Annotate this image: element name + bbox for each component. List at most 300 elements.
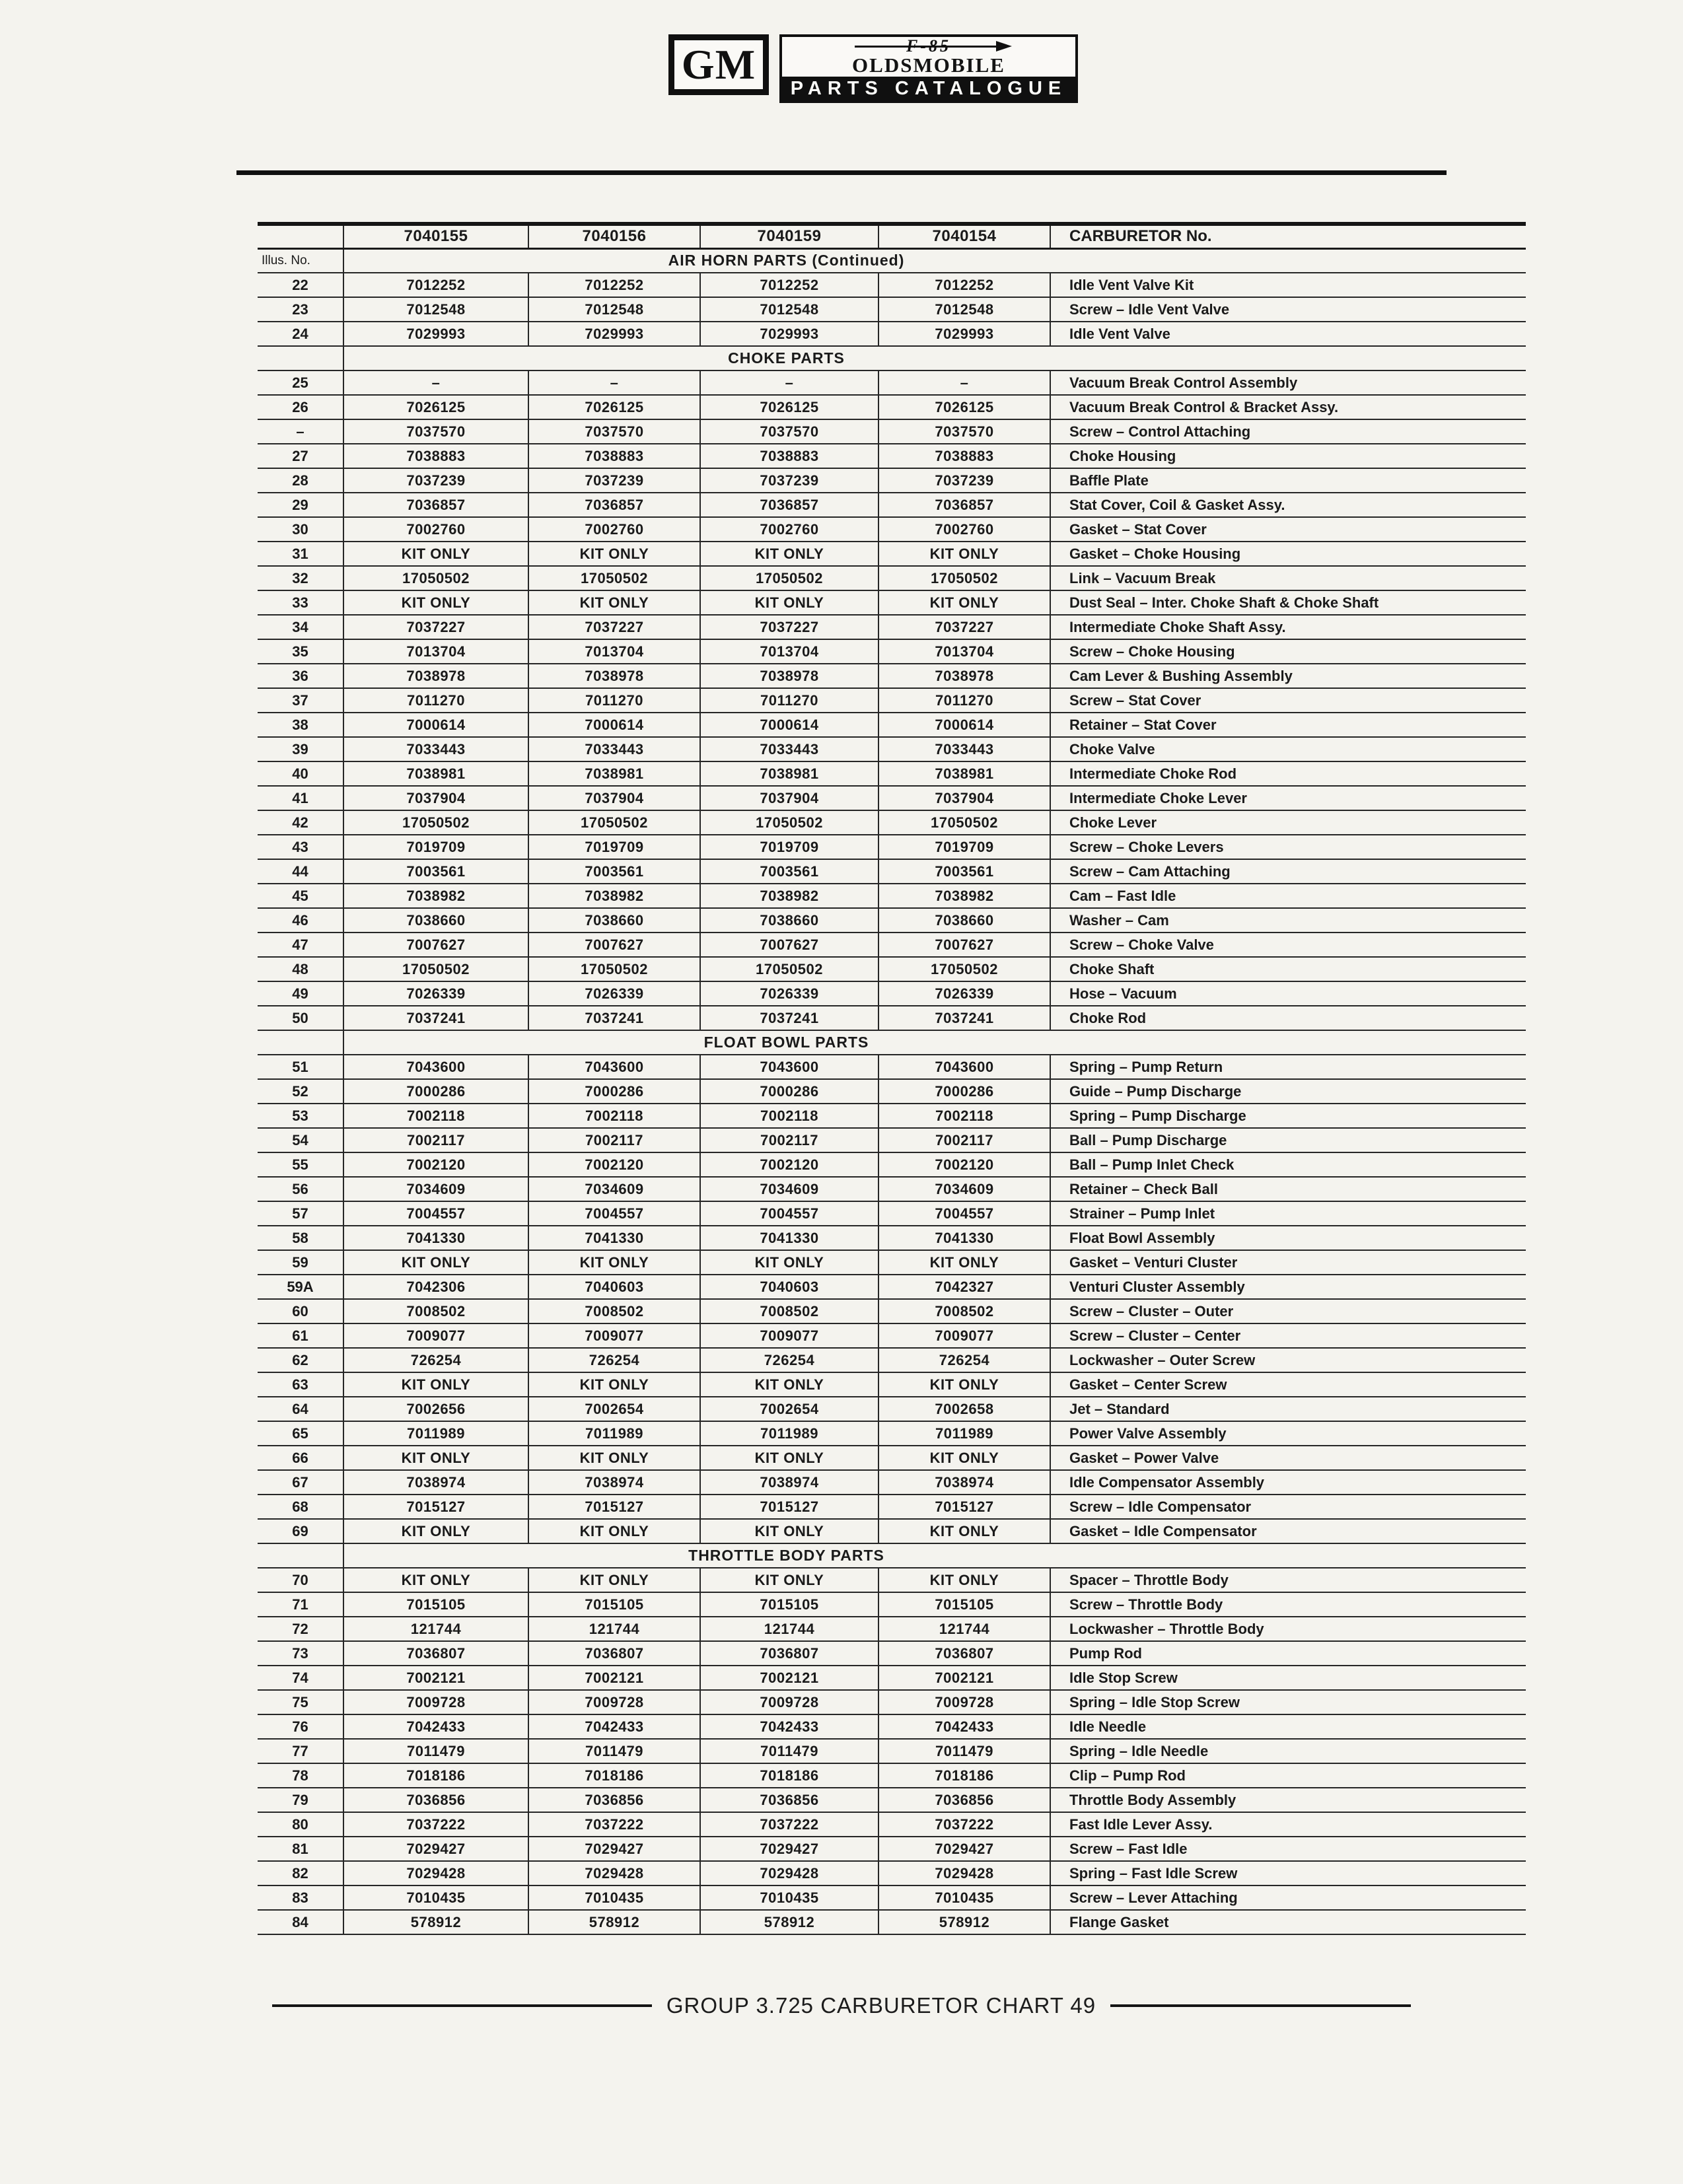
part-number-cell: KIT ONLY <box>878 542 1050 566</box>
part-number-cell: 7019709 <box>343 835 528 859</box>
illus-no-cell: 49 <box>258 981 343 1006</box>
part-description-cell: Spring – Idle Stop Screw <box>1050 1690 1526 1714</box>
part-number-cell: 7036807 <box>343 1641 528 1666</box>
col-header-carb-7040155: 7040155 <box>343 224 528 248</box>
illus-no-cell: 50 <box>258 1006 343 1030</box>
section-title: FLOAT BOWL PARTS <box>343 1030 1526 1055</box>
part-number-cell: 7015105 <box>700 1592 878 1617</box>
part-number-cell: 7036856 <box>700 1788 878 1812</box>
part-description-cell: Gasket – Stat Cover <box>1050 517 1526 542</box>
footer-right-rule <box>1110 2004 1411 2007</box>
part-number-cell: 7012548 <box>700 297 878 322</box>
part-number-cell: 7037239 <box>878 468 1050 493</box>
part-number-cell: 7018186 <box>878 1763 1050 1788</box>
column-header-row <box>258 224 1526 248</box>
part-number-cell: 7000614 <box>528 713 700 737</box>
part-row <box>258 1592 1526 1617</box>
part-description-cell: Stat Cover, Coil & Gasket Assy. <box>1050 493 1526 517</box>
gm-logo <box>668 34 769 95</box>
part-number-cell: 7037239 <box>700 468 878 493</box>
part-number-cell: 7038981 <box>343 761 528 786</box>
part-row <box>258 1739 1526 1763</box>
part-number-cell: – <box>700 370 878 395</box>
part-description-cell: Lockwasher – Outer Screw <box>1050 1348 1526 1372</box>
part-number-cell: 7012548 <box>343 297 528 322</box>
illus-no-cell: 58 <box>258 1226 343 1250</box>
header-logos <box>668 34 1078 103</box>
part-number-cell: 7033443 <box>343 737 528 761</box>
part-number-cell: KIT ONLY <box>878 1568 1050 1592</box>
parts-table <box>258 222 1526 1935</box>
part-row <box>258 444 1526 468</box>
part-number-cell: 7034609 <box>878 1177 1050 1201</box>
part-number-cell: 7011989 <box>528 1421 700 1446</box>
part-number-cell: 7004557 <box>700 1201 878 1226</box>
part-description-cell: Intermediate Choke Rod <box>1050 761 1526 786</box>
part-number-cell: KIT ONLY <box>343 1372 528 1397</box>
part-number-cell: 7002120 <box>878 1152 1050 1177</box>
illus-no-cell: 56 <box>258 1177 343 1201</box>
part-number-cell: 7019709 <box>878 835 1050 859</box>
part-number-cell: KIT ONLY <box>528 1372 700 1397</box>
illus-no-cell: 43 <box>258 835 343 859</box>
part-description-cell: Gasket – Idle Compensator <box>1050 1519 1526 1543</box>
part-number-cell: 7002118 <box>528 1104 700 1128</box>
part-number-cell: 7038982 <box>700 884 878 908</box>
part-description-cell: Gasket – Power Valve <box>1050 1446 1526 1470</box>
part-number-cell: 7004557 <box>343 1201 528 1226</box>
illus-no-cell: 77 <box>258 1739 343 1763</box>
illus-no-cell: 59A <box>258 1275 343 1299</box>
part-number-cell: 7037241 <box>343 1006 528 1030</box>
part-number-cell: 7036857 <box>700 493 878 517</box>
part-number-cell: KIT ONLY <box>700 1372 878 1397</box>
part-number-cell: KIT ONLY <box>528 1446 700 1470</box>
illus-no-cell: 79 <box>258 1788 343 1812</box>
section-illus-blank <box>258 1030 343 1055</box>
part-number-cell: KIT ONLY <box>343 1446 528 1470</box>
section-title: AIR HORN PARTS (Continued) <box>343 248 1526 273</box>
part-number-cell: 7038883 <box>878 444 1050 468</box>
part-number-cell: 7002121 <box>528 1666 700 1690</box>
part-row <box>258 688 1526 713</box>
part-number-cell: – <box>878 370 1050 395</box>
part-description-cell: Gasket – Venturi Cluster <box>1050 1250 1526 1275</box>
part-number-cell: 7036857 <box>343 493 528 517</box>
part-number-cell: 17050502 <box>878 810 1050 835</box>
illus-no-cell: 53 <box>258 1104 343 1128</box>
part-number-cell: 7036856 <box>528 1788 700 1812</box>
part-number-cell: 7002118 <box>700 1104 878 1128</box>
part-row <box>258 1446 1526 1470</box>
part-number-cell: 7010435 <box>700 1885 878 1910</box>
part-number-cell: 7008502 <box>528 1299 700 1323</box>
part-row <box>258 590 1526 615</box>
part-row <box>258 1861 1526 1885</box>
part-number-cell: 7015127 <box>343 1495 528 1519</box>
part-number-cell: 7002654 <box>700 1397 878 1421</box>
illus-no-cell: 80 <box>258 1812 343 1837</box>
part-description-cell: Strainer – Pump Inlet <box>1050 1201 1526 1226</box>
part-description-cell: Retainer – Check Ball <box>1050 1177 1526 1201</box>
illus-no-cell: 64 <box>258 1397 343 1421</box>
part-number-cell: 7026339 <box>343 981 528 1006</box>
illus-no-cell: 35 <box>258 639 343 664</box>
part-number-cell: 17050502 <box>528 810 700 835</box>
header-divider-rule <box>236 170 1447 175</box>
part-number-cell: 7033443 <box>878 737 1050 761</box>
part-row <box>258 419 1526 444</box>
part-row <box>258 1079 1526 1104</box>
part-number-cell: 7009728 <box>878 1690 1050 1714</box>
part-number-cell: 7037904 <box>343 786 528 810</box>
part-number-cell: 7013704 <box>343 639 528 664</box>
part-number-cell: 7011479 <box>528 1739 700 1763</box>
section-title: CHOKE PARTS <box>343 346 1526 370</box>
part-description-cell: Screw – Choke Housing <box>1050 639 1526 664</box>
part-number-cell: KIT ONLY <box>528 542 700 566</box>
part-description-cell: Pump Rod <box>1050 1641 1526 1666</box>
part-number-cell: 7034609 <box>528 1177 700 1201</box>
part-number-cell: 7002117 <box>878 1128 1050 1152</box>
part-number-cell: 7000614 <box>343 713 528 737</box>
part-number-cell: 7029428 <box>528 1861 700 1885</box>
part-number-cell: 7015105 <box>343 1592 528 1617</box>
part-number-cell: 121744 <box>343 1617 528 1641</box>
illus-no-cell: 40 <box>258 761 343 786</box>
part-number-cell: 7012252 <box>700 273 878 297</box>
parts-table-body <box>258 248 1526 1934</box>
part-number-cell: 7029993 <box>343 322 528 346</box>
illus-no-cell: 32 <box>258 566 343 590</box>
illus-no-cell: 54 <box>258 1128 343 1152</box>
part-number-cell: 726254 <box>528 1348 700 1372</box>
part-number-cell: KIT ONLY <box>528 1250 700 1275</box>
part-description-cell: Screw – Fast Idle <box>1050 1837 1526 1861</box>
oldsmobile-text: OLDSMOBILE <box>852 53 1005 77</box>
gm-logo-text: GM <box>681 41 756 88</box>
part-number-cell: KIT ONLY <box>528 590 700 615</box>
part-number-cell: 726254 <box>878 1348 1050 1372</box>
part-number-cell: 7042433 <box>343 1714 528 1739</box>
part-number-cell: 7009077 <box>343 1323 528 1348</box>
part-number-cell: 7002760 <box>343 517 528 542</box>
part-number-cell: 7043600 <box>528 1055 700 1079</box>
part-number-cell: 7038982 <box>528 884 700 908</box>
illus-no-cell: 76 <box>258 1714 343 1739</box>
illus-no-cell: 82 <box>258 1861 343 1885</box>
part-number-cell: 7011270 <box>343 688 528 713</box>
part-description-cell: Spring – Idle Needle <box>1050 1739 1526 1763</box>
part-number-cell: 7002118 <box>343 1104 528 1128</box>
part-number-cell: 7038981 <box>878 761 1050 786</box>
illus-no-cell: 39 <box>258 737 343 761</box>
part-number-cell: 726254 <box>343 1348 528 1372</box>
part-number-cell: 7000614 <box>878 713 1050 737</box>
part-description-cell: Cam Lever & Bushing Assembly <box>1050 664 1526 688</box>
part-row <box>258 859 1526 884</box>
part-number-cell: 7038660 <box>528 908 700 933</box>
f85-arrowhead-icon <box>996 41 1012 52</box>
illus-no-cell: 73 <box>258 1641 343 1666</box>
part-number-cell: 7026339 <box>700 981 878 1006</box>
part-number-cell: – <box>343 370 528 395</box>
illus-no-cell: 60 <box>258 1299 343 1323</box>
section-illus-blank <box>258 346 343 370</box>
col-header-carb-7040154: 7040154 <box>878 224 1050 248</box>
illus-no-cell: 81 <box>258 1837 343 1861</box>
part-number-cell: 17050502 <box>343 810 528 835</box>
part-number-cell: 7011270 <box>878 688 1050 713</box>
part-description-cell: Screw – Idle Compensator <box>1050 1495 1526 1519</box>
part-number-cell: 7038974 <box>700 1470 878 1495</box>
part-number-cell: 7015127 <box>878 1495 1050 1519</box>
part-row <box>258 713 1526 737</box>
part-row <box>258 1690 1526 1714</box>
part-description-cell: Screw – Choke Levers <box>1050 835 1526 859</box>
part-description-cell: Jet – Standard <box>1050 1397 1526 1421</box>
part-row <box>258 1006 1526 1030</box>
part-number-cell: 7037222 <box>700 1812 878 1837</box>
part-number-cell: 7038978 <box>878 664 1050 688</box>
part-number-cell: 7010435 <box>878 1885 1050 1910</box>
part-number-cell: 7034609 <box>700 1177 878 1201</box>
part-number-cell: KIT ONLY <box>343 590 528 615</box>
part-description-cell: Screw – Idle Vent Valve <box>1050 297 1526 322</box>
illus-no-cell: 28 <box>258 468 343 493</box>
part-row <box>258 1788 1526 1812</box>
part-description-cell: Screw – Lever Attaching <box>1050 1885 1526 1910</box>
illus-no-label: Illus. No. <box>258 248 343 273</box>
part-number-cell: KIT ONLY <box>878 590 1050 615</box>
part-number-cell: 7043600 <box>343 1055 528 1079</box>
part-row <box>258 664 1526 688</box>
part-number-cell: 7038981 <box>528 761 700 786</box>
part-row <box>258 884 1526 908</box>
part-number-cell: 7002120 <box>700 1152 878 1177</box>
part-number-cell: KIT ONLY <box>878 1519 1050 1543</box>
part-number-cell: 7018186 <box>700 1763 878 1788</box>
part-description-cell: Spring – Fast Idle Screw <box>1050 1861 1526 1885</box>
illus-no-cell: 74 <box>258 1666 343 1690</box>
illus-no-cell: – <box>258 419 343 444</box>
part-number-cell: KIT ONLY <box>878 1372 1050 1397</box>
part-row <box>258 370 1526 395</box>
part-number-cell: 7041330 <box>343 1226 528 1250</box>
part-description-cell: Throttle Body Assembly <box>1050 1788 1526 1812</box>
illus-no-cell: 46 <box>258 908 343 933</box>
part-number-cell: 7011270 <box>528 688 700 713</box>
part-number-cell: 7012252 <box>878 273 1050 297</box>
part-number-cell: 7009728 <box>343 1690 528 1714</box>
illus-no-cell: 63 <box>258 1372 343 1397</box>
part-number-cell: 7038974 <box>343 1470 528 1495</box>
part-number-cell: KIT ONLY <box>343 1519 528 1543</box>
part-number-cell: 7038660 <box>343 908 528 933</box>
part-description-cell: Screw – Cluster – Center <box>1050 1323 1526 1348</box>
part-number-cell: 17050502 <box>343 957 528 981</box>
part-row <box>258 639 1526 664</box>
part-number-cell: 7038978 <box>528 664 700 688</box>
part-number-cell: 121744 <box>528 1617 700 1641</box>
part-number-cell: 7002118 <box>878 1104 1050 1128</box>
part-number-cell: 578912 <box>528 1910 700 1934</box>
part-number-cell: – <box>528 370 700 395</box>
part-number-cell: 7033443 <box>700 737 878 761</box>
part-description-cell: Idle Vent Valve <box>1050 322 1526 346</box>
part-number-cell: 7002121 <box>700 1666 878 1690</box>
part-number-cell: 578912 <box>700 1910 878 1934</box>
part-description-cell: Choke Housing <box>1050 444 1526 468</box>
part-description-cell: Spring – Pump Return <box>1050 1055 1526 1079</box>
part-number-cell: 7002117 <box>343 1128 528 1152</box>
part-description-cell: Fast Idle Lever Assy. <box>1050 1812 1526 1837</box>
part-number-cell: 7002117 <box>528 1128 700 1152</box>
part-number-cell: 7002121 <box>878 1666 1050 1690</box>
illus-no-cell: 25 <box>258 370 343 395</box>
part-row <box>258 493 1526 517</box>
illus-no-cell: 33 <box>258 590 343 615</box>
part-row <box>258 1104 1526 1128</box>
part-number-cell: 7036856 <box>878 1788 1050 1812</box>
part-row <box>258 981 1526 1006</box>
part-description-cell: Choke Rod <box>1050 1006 1526 1030</box>
part-description-cell: Screw – Choke Valve <box>1050 933 1526 957</box>
part-number-cell: 7002120 <box>528 1152 700 1177</box>
illus-no-cell: 62 <box>258 1348 343 1372</box>
section-header-row <box>258 1030 1526 1055</box>
part-number-cell: 7009077 <box>878 1323 1050 1348</box>
part-number-cell: 7043600 <box>878 1055 1050 1079</box>
part-description-cell: Idle Needle <box>1050 1714 1526 1739</box>
part-number-cell: 7008502 <box>343 1299 528 1323</box>
part-number-cell: 7029428 <box>343 1861 528 1885</box>
oldsmobile-logo-box <box>779 34 1078 103</box>
part-number-cell: KIT ONLY <box>343 542 528 566</box>
part-number-cell: 7038978 <box>700 664 878 688</box>
part-number-cell: 7012252 <box>528 273 700 297</box>
part-number-cell: 7038982 <box>343 884 528 908</box>
part-number-cell: 7009728 <box>700 1690 878 1714</box>
part-number-cell: 7037227 <box>878 615 1050 639</box>
part-number-cell: 7015127 <box>700 1495 878 1519</box>
illus-no-cell: 65 <box>258 1421 343 1446</box>
part-number-cell: KIT ONLY <box>528 1568 700 1592</box>
part-description-cell: Spring – Pump Discharge <box>1050 1104 1526 1128</box>
illus-no-cell: 27 <box>258 444 343 468</box>
part-number-cell: KIT ONLY <box>700 590 878 615</box>
illus-no-cell: 34 <box>258 615 343 639</box>
illus-no-cell: 78 <box>258 1763 343 1788</box>
illus-no-cell: 66 <box>258 1446 343 1470</box>
part-number-cell: 7013704 <box>528 639 700 664</box>
part-number-cell: KIT ONLY <box>700 1519 878 1543</box>
part-number-cell: 578912 <box>878 1910 1050 1934</box>
part-number-cell: 7029993 <box>528 322 700 346</box>
part-number-cell: KIT ONLY <box>878 1446 1050 1470</box>
illus-no-cell: 68 <box>258 1495 343 1519</box>
part-number-cell: 7042433 <box>528 1714 700 1739</box>
section-title: THROTTLE BODY PARTS <box>343 1543 1526 1568</box>
part-number-cell: 7008502 <box>700 1299 878 1323</box>
illus-no-cell: 38 <box>258 713 343 737</box>
part-row <box>258 1812 1526 1837</box>
illus-no-cell: 44 <box>258 859 343 884</box>
part-number-cell: 7038981 <box>700 761 878 786</box>
part-description-cell: Vacuum Break Control & Bracket Assy. <box>1050 395 1526 419</box>
part-row <box>258 1568 1526 1592</box>
part-number-cell: 7019709 <box>700 835 878 859</box>
part-row <box>258 1666 1526 1690</box>
part-number-cell: 7036857 <box>878 493 1050 517</box>
part-number-cell: 7012548 <box>528 297 700 322</box>
part-number-cell: 7029427 <box>878 1837 1050 1861</box>
part-description-cell: Guide – Pump Discharge <box>1050 1079 1526 1104</box>
part-number-cell: 17050502 <box>528 957 700 981</box>
part-number-cell: 578912 <box>343 1910 528 1934</box>
part-number-cell: 17050502 <box>700 810 878 835</box>
part-row <box>258 1837 1526 1861</box>
illus-no-cell: 67 <box>258 1470 343 1495</box>
part-number-cell: 7015127 <box>528 1495 700 1519</box>
part-number-cell: 7042433 <box>700 1714 878 1739</box>
part-number-cell: 7038978 <box>343 664 528 688</box>
part-row <box>258 517 1526 542</box>
part-number-cell: 7007627 <box>528 933 700 957</box>
part-number-cell: 7011479 <box>700 1739 878 1763</box>
part-number-cell: 7026125 <box>700 395 878 419</box>
illus-no-cell: 52 <box>258 1079 343 1104</box>
part-number-cell: 7041330 <box>878 1226 1050 1250</box>
part-number-cell: 7009077 <box>700 1323 878 1348</box>
part-number-cell: 7015105 <box>528 1592 700 1617</box>
part-row <box>258 1885 1526 1910</box>
part-number-cell: 7036857 <box>528 493 700 517</box>
illus-no-cell: 41 <box>258 786 343 810</box>
part-number-cell: 7041330 <box>528 1226 700 1250</box>
part-description-cell: Power Valve Assembly <box>1050 1421 1526 1446</box>
part-number-cell: 7003561 <box>700 859 878 884</box>
part-row <box>258 957 1526 981</box>
part-number-cell: 7000286 <box>878 1079 1050 1104</box>
part-number-cell: 7029427 <box>343 1837 528 1861</box>
illus-no-cell: 71 <box>258 1592 343 1617</box>
part-description-cell: Retainer – Stat Cover <box>1050 713 1526 737</box>
part-number-cell: 7007627 <box>700 933 878 957</box>
part-number-cell: 7002656 <box>343 1397 528 1421</box>
part-number-cell: 7038883 <box>528 444 700 468</box>
part-description-cell: Choke Valve <box>1050 737 1526 761</box>
part-number-cell: 7043600 <box>700 1055 878 1079</box>
part-description-cell: Spacer – Throttle Body <box>1050 1568 1526 1592</box>
part-number-cell: 7018186 <box>343 1763 528 1788</box>
part-number-cell: 7004557 <box>528 1201 700 1226</box>
part-row <box>258 566 1526 590</box>
part-row <box>258 1152 1526 1177</box>
illus-no-cell: 57 <box>258 1201 343 1226</box>
col-header-illus-blank <box>258 224 343 248</box>
part-number-cell: 7034609 <box>343 1177 528 1201</box>
part-description-cell: Idle Compensator Assembly <box>1050 1470 1526 1495</box>
part-number-cell: 7038974 <box>528 1470 700 1495</box>
part-number-cell: 726254 <box>700 1348 878 1372</box>
part-number-cell: 7036807 <box>878 1641 1050 1666</box>
part-number-cell: 7037904 <box>878 786 1050 810</box>
part-number-cell: 7029993 <box>878 322 1050 346</box>
part-number-cell: 7037570 <box>878 419 1050 444</box>
part-number-cell: 7007627 <box>343 933 528 957</box>
part-row <box>258 1495 1526 1519</box>
